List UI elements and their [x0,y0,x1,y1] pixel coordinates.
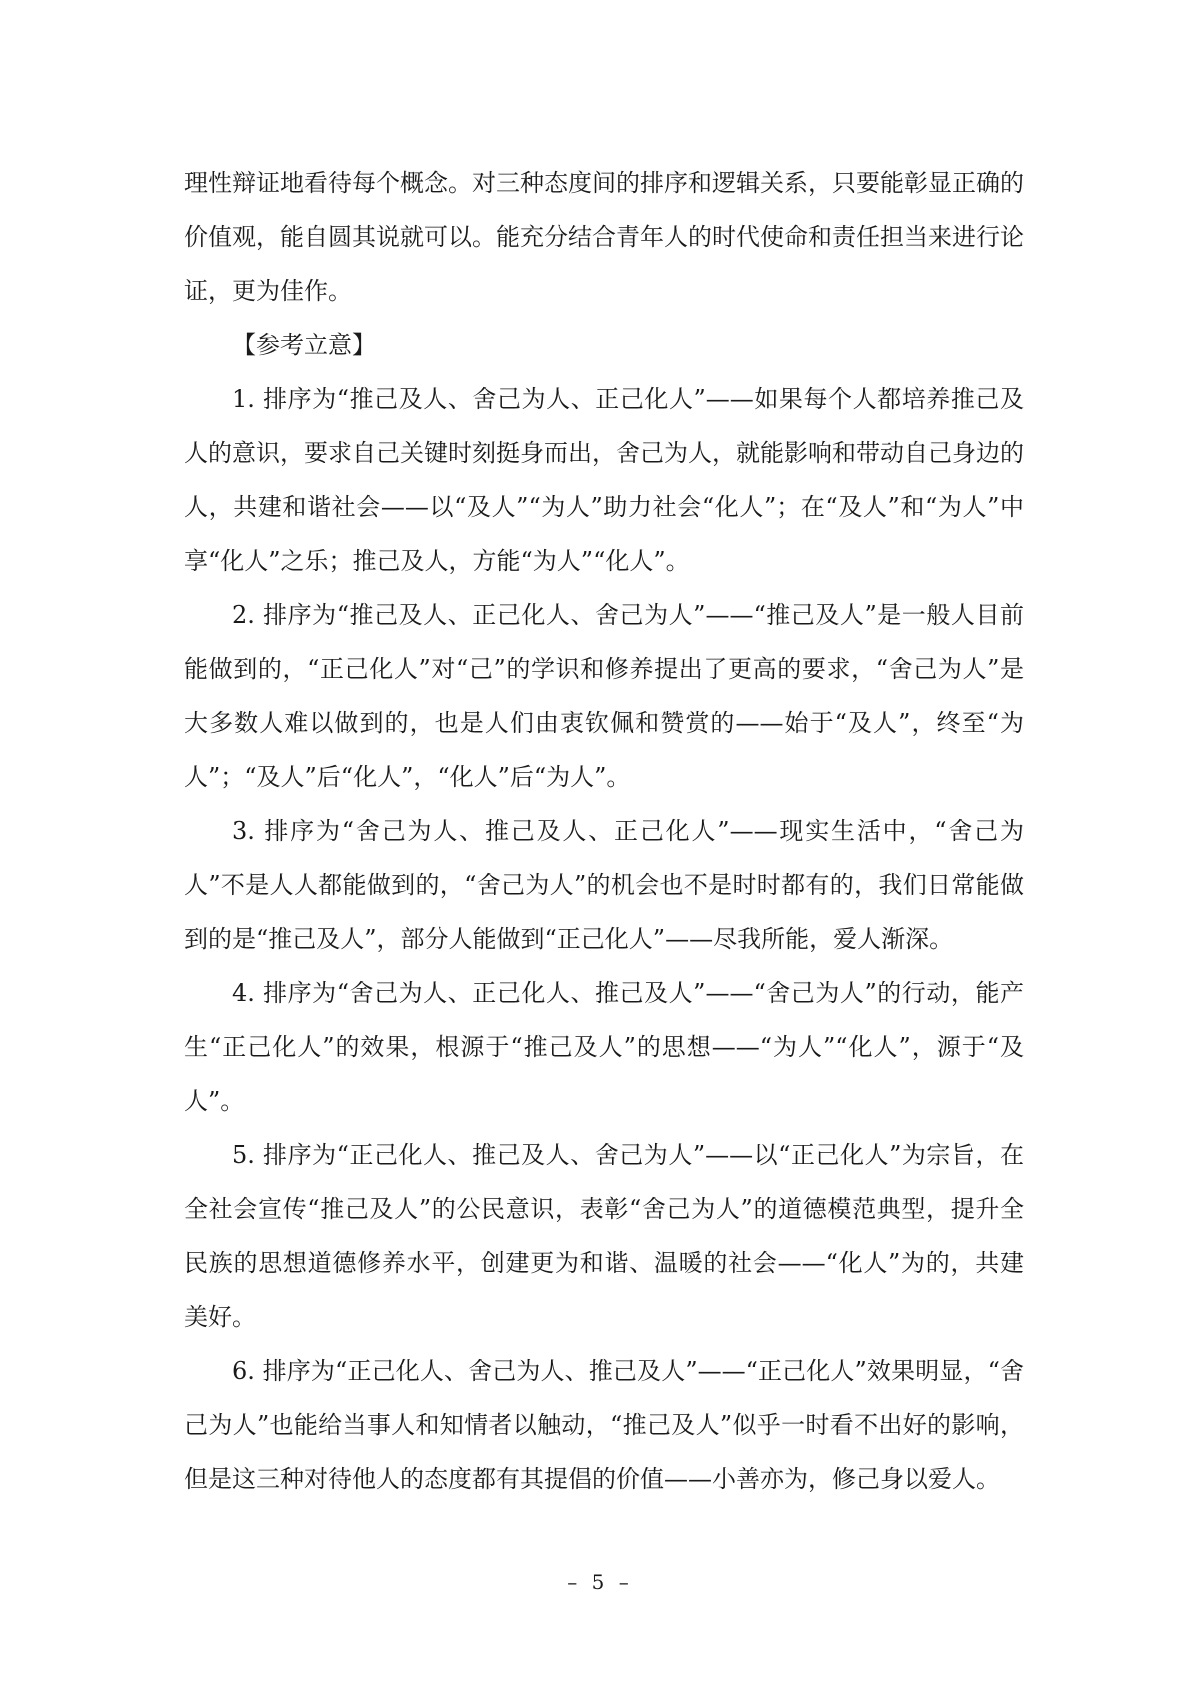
list-item: 3. 排序为“舍己为人、推己及人、正己化人”——现实生活中，“舍己为人”不是人人都能做到的，“舍己为人”的机会也不是时时都有的，我们日常能做到的是“推己及人”，部分人能做到“正己化人”——尽我所能，爱人渐深。 [184,817,1024,953]
document-body [184,156,1024,1506]
intro-paragraph: 理性辩证地看待每个概念。对三种态度间的排序和逻辑关系，只要能彰显正确的价值观，能自圆其说就可以。能充分结合青年人的时代使命和责任担当来进行论证，更为佳作。 [184,169,1024,305]
section-heading: 【参考立意】 [232,331,376,359]
list-item: 5. 排序为“正己化人、推己及人、舍己为人”——以“正己化人”为宗旨，在全社会宣传“推己及人”的公民意识，表彰“舍己为人”的道德模范典型，提升全民族的思想道德修养水平，创建更为和谐、温暖的社会——“化人”为的，共建美好。 [184,1141,1024,1331]
list-item: 2. 排序为“推己及人、正己化人、舍己为人”——“推己及人”是一般人目前能做到的，“正己化人”对“己”的学识和修养提出了更高的要求，“舍己为人”是大多数人难以做到的，也是人们由衷钦佩和赞赏的——始于“及人”，终至“为人”；“及人”后“化人”，“化人”后“为人”。 [184,601,1024,791]
list-item: 6. 排序为“正己化人、舍己为人、推己及人”——“正己化人”效果明显，“舍己为人”也能给当事人和知情者以触动，“推己及人”似乎一时看不出好的影响，但是这三种对待他人的态度都有其提倡的价值——小善亦为，修己身以爱人。 [184,1357,1024,1493]
page-number: – 5 – [567,1570,633,1594]
list-item: 4. 排序为“舍己为人、正己化人、推己及人”——“舍己为人”的行动，能产生“正己化人”的效果，根源于“推己及人”的思想——“为人”“化人”，源于“及人”。 [184,979,1024,1115]
list-item: 1. 排序为“推己及人、舍己为人、正己化人”——如果每个人都培养推己及人的意识，要求自己关键时刻挺身而出，舍己为人，就能影响和带动自己身边的人，共建和谐社会——以“及人”“为人”助力社会“化人”；在“及人”和“为人”中享“化人”之乐；推己及人，方能“为人”“化人”。 [184,385,1024,575]
